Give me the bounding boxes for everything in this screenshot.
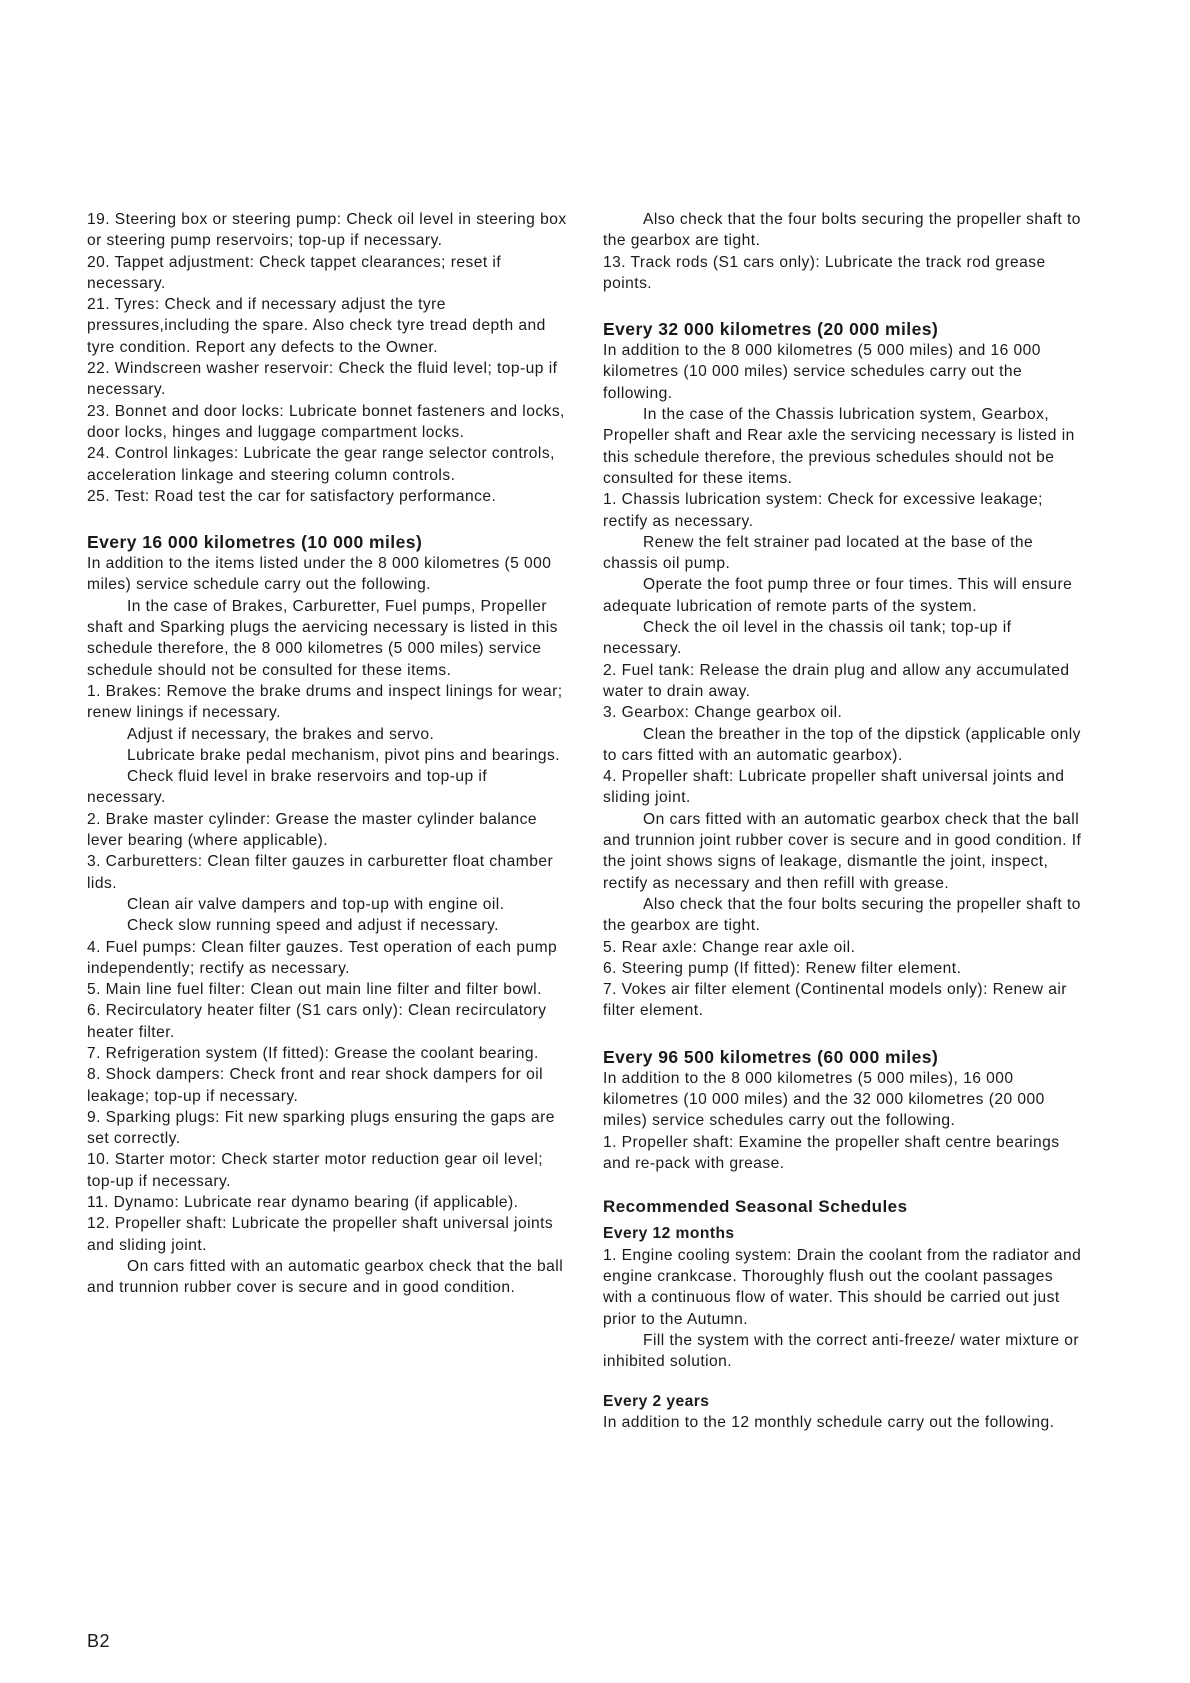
section-96500-intro: In addition to the 8 000 kilometres (5 000 miles), 16 000 kilometres (10 000 miles) and the 32 000 kilometres (20 000 miles) service schedules carry out the following.	[603, 1069, 1045, 1130]
item-brakes-lubricate: Lubricate brake pedal mechanism, pivot pins and bearings.	[127, 746, 561, 764]
right-column	[603, 209, 1083, 1433]
item-engine-cooling: 1. Engine cooling system: Drain the coolant from the radiator and engine crankcase. Thoroughly flush out the coolant passages with a continuous flow of water. This should be carried out just prior to the Autumn.	[603, 1246, 1082, 1328]
item-refrigeration: 7. Refrigeration system (If fitted): Grease the coolant bearing.	[87, 1044, 539, 1062]
item-propeller-shaft-cover: On cars fitted with an automatic gearbox check that the ball and trunnion rubber cover is secure and in good condition.	[87, 1257, 564, 1297]
item-centre-bearings: 1. Propeller shaft: Examine the propeller shaft centre bearings and re-pack with grease.	[603, 1133, 1060, 1172]
item-propeller-shaft-joint: On cars fitted with an automatic gearbox check that the ball and trunnion joint rubber cover is secure and in good condition. If the joint shows signs of leakage, dismantle the joint, inspect, rectify as necessary and then refill with grease.	[603, 810, 1082, 892]
item-brakes: 1. Brakes: Remove the brake drums and inspect linings for wear; renew linings if necessary.	[87, 682, 563, 722]
item-rear-axle: 5. Rear axle: Change rear axle oil.	[603, 938, 856, 956]
item-21: 21. Tyres: Check and if necessary adjust the tyre pressures,including the spare. Also check tyre tread depth and tyre condition. Report any defects to the Owner.	[87, 296, 546, 356]
item-master-cylinder: 2. Brake master cylinder: Grease the master cylinder balance lever bearing (where applicable).	[87, 810, 537, 850]
item-24: 24. Control linkages: Lubricate the gear range selector controls, acceleration linkage and steering column controls.	[87, 445, 555, 484]
left-column	[87, 209, 570, 1299]
section-16000-note: In the case of Brakes, Carburetter, Fuel pumps, Propeller shaft and Sparking plugs the aervicing necessary is listed in this schedule therefore, the 8 000 kilometres (5 000 miles) service schedule should not be consulted for these items.	[87, 597, 558, 679]
item-starter-motor: 10. Starter motor: Check starter motor reduction gear oil level; top-up if necessary.	[87, 1151, 544, 1190]
item-chassis-oil-level: Check the oil level in the chassis oil tank; top-up if necessary.	[603, 619, 1012, 658]
item-chassis-lubrication: 1. Chassis lubrication system: Check for excessive leakage; rectify as necessary.	[603, 491, 1043, 530]
item-dynamo: 11. Dynamo: Lubricate rear dynamo bearing (if applicable).	[87, 1194, 519, 1212]
item-anti-freeze: Fill the system with the correct anti-freeze/ water mixture or inhibited solution.	[603, 1331, 1080, 1371]
section-heading-96500: Every 96 500 kilometres (60 000 miles)	[603, 1046, 939, 1067]
item-track-rods: 13. Track rods (S1 cars only): Lubricate the track rod grease points.	[603, 253, 1046, 292]
item-shock-dampers: 8. Shock dampers: Check front and rear shock dampers for oil leakage; top-up if necessary.	[87, 1066, 544, 1105]
item-sparking-plugs: 9. Sparking plugs: Fit new sparking plugs ensuring the gaps are set correctly.	[87, 1108, 555, 1148]
item-fuel-pumps: 4. Fuel pumps: Clean filter gauzes. Test operation of each pump independently; rectify as necessary.	[87, 938, 558, 977]
item-20: 20. Tappet adjustment: Check tappet clearances; reset if necessary.	[87, 253, 502, 292]
item-carburetters: 3. Carburetters: Clean filter gauzes in carburetter float chamber lids.	[87, 853, 554, 892]
section-heading-32000: Every 32 000 kilometres (20 000 miles)	[603, 319, 939, 340]
item-main-fuel-filter: 5. Main line fuel filter: Clean out main line filter and filter bowl.	[87, 981, 542, 999]
item-23: 23. Bonnet and door locks: Lubricate bonnet fasteners and locks, door locks, hinges and luggage compartment locks.	[87, 402, 565, 441]
item-2-years-intro: In addition to the 12 monthly schedule carry out the following.	[603, 1413, 1055, 1431]
continued-bolts-check: Also check that the four bolts securing the propeller shaft to the gearbox are tight.	[603, 211, 1081, 250]
item-propeller-shaft: 12. Propeller shaft: Lubricate the propeller shaft universal joints and sliding joint.	[87, 1215, 554, 1254]
item-brakes-adjust: Adjust if necessary, the brakes and servo.	[127, 725, 435, 743]
item-chassis-felt-pad: Renew the felt strainer pad located at the base of the chassis oil pump.	[603, 533, 1034, 573]
item-chassis-foot-pump: Operate the foot pump three or four times. This will ensure adequate lubrication of remote parts of the system.	[603, 576, 1073, 615]
item-brakes-fluid: Check fluid level in brake reservoirs and top-up if necessary.	[87, 768, 488, 807]
item-carburetters-dampers: Clean air valve dampers and top-up with engine oil.	[127, 895, 505, 913]
subheading-12-months: Every 12 months	[603, 1225, 735, 1243]
item-25: 25. Test: Road test the car for satisfactory performance.	[87, 487, 497, 505]
item-heater-filter: 6. Recirculatory heater filter (S1 cars only): Clean recirculatory heater filter.	[87, 1002, 547, 1041]
section-16000-intro: In addition to the items listed under the 8 000 kilometres (5 000 miles) service schedule carry out the following.	[87, 555, 552, 594]
item-steering-pump: 6. Steering pump (If fitted): Renew filter element.	[603, 959, 962, 977]
item-19: 19. Steering box or steering pump: Check oil level in steering box or steering pump reservoirs; top-up if necessary.	[87, 211, 567, 250]
section-32000-intro: In addition to the 8 000 kilometres (5 000 miles) and 16 000 kilometres (10 000 miles) service schedules carry out the following.	[603, 342, 1041, 402]
item-carburetters-slow-running: Check slow running speed and adjust if necessary.	[127, 917, 499, 935]
item-vokes-air-filter: 7. Vokes air filter element (Continental models only): Renew air filter element.	[603, 981, 1067, 1020]
page-number: B2	[87, 1631, 111, 1651]
item-propeller-shaft-bolts: Also check that the four bolts securing the propeller shaft to the gearbox are tight.	[603, 895, 1081, 935]
section-32000-note: In the case of the Chassis lubrication system, Gearbox, Propeller shaft and Rear axle the servicing necessary is listed in this schedule therefore, the previous schedules should not be consulted for these items.	[603, 406, 1075, 487]
section-heading-seasonal: Recommended Seasonal Schedules	[603, 1197, 908, 1217]
item-22: 22. Windscreen washer reservoir: Check the fluid level; top-up if necessary.	[87, 360, 558, 399]
item-propeller-shaft-32000: 4. Propeller shaft: Lubricate propeller shaft universal joints and sliding joint.	[603, 768, 1065, 807]
item-fuel-tank: 2. Fuel tank: Release the drain plug and allow any accumulated water to drain away.	[603, 661, 1070, 700]
item-gearbox: 3. Gearbox: Change gearbox oil.	[603, 704, 843, 722]
section-heading-16000: Every 16 000 kilometres (10 000 miles)	[87, 532, 423, 553]
item-gearbox-breather: Clean the breather in the top of the dipstick (applicable only to cars fitted with an automatic gearbox).	[603, 725, 1081, 764]
subheading-2-years: Every 2 years	[603, 1392, 710, 1410]
